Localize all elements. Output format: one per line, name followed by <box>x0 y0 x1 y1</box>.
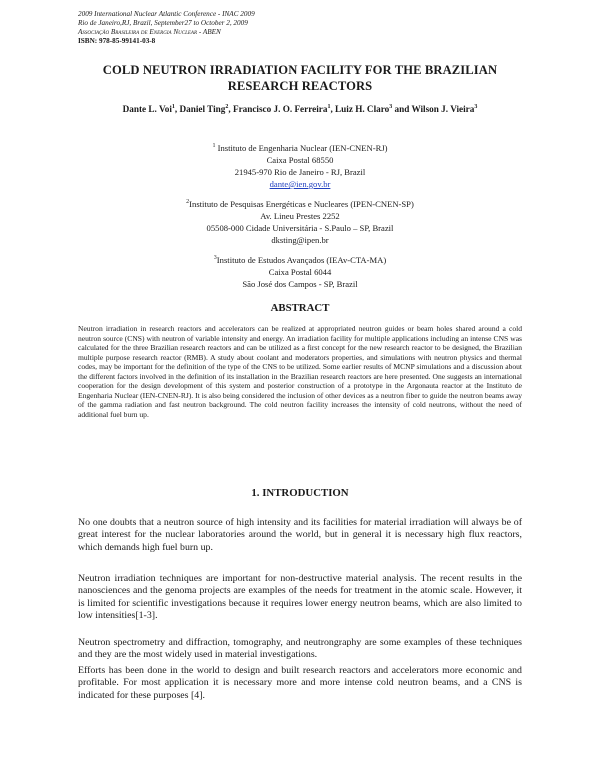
author-separator: , <box>330 104 336 114</box>
paper-title-line-2: RESEARCH REACTORS <box>227 79 373 93</box>
affiliation-address: Caixa Postal 68550 <box>266 155 334 165</box>
author-name: Francisco J. O. Ferreira <box>232 104 328 114</box>
affiliation-city: 21945-970 Rio de Janeiro - RJ, Brazil <box>234 167 366 177</box>
author-name: Luiz H. Claro <box>335 104 390 114</box>
affiliation-city: São José dos Campos - SP, Brazil <box>242 279 358 289</box>
affiliation-email-link[interactable]: dante@ien.gov.br <box>269 179 331 189</box>
affiliation-mark: 2 <box>186 199 190 206</box>
isbn-label: ISBN: <box>78 37 98 45</box>
author-name: Wilson J. Vieira <box>411 104 475 114</box>
abstract-heading: ABSTRACT <box>270 302 330 314</box>
author-affiliation-mark: 3 <box>474 103 478 110</box>
affiliation-city: 05508-000 Cidade Universitária - S.Paulo – SP, Brazil <box>206 223 394 233</box>
conference-organizer: Associação Brasileira de Energia Nuclear - ABEN <box>78 28 221 36</box>
author-name: Daniel Ting <box>179 104 226 114</box>
affiliation-address: Av. Lineu Prestes 2252 <box>260 211 340 221</box>
author-affiliation-mark: 1 <box>171 103 175 110</box>
affiliation-mark: 1 <box>212 143 216 150</box>
author-separator: and <box>392 104 412 114</box>
affiliation-name: $^3$Instituto de Estudos Avançados (IEAv-CTA-MA) <box>213 255 387 265</box>
affiliation-3 <box>100 254 500 290</box>
conference-location-dates: Rio de Janeiro,RJ, Brazil, September27 to October 2, 2009 <box>78 19 248 27</box>
affiliation-name: $^2$Instituto de Pesquisas Energéticas e Nucleares (IPEN-CNEN-SP) <box>186 199 414 209</box>
affiliation-2 <box>100 198 500 246</box>
body-paragraph: Neutron irradiation techniques are important for non-destructive material analysis. The recent results in the nanosciences and the genoma projects are examples of the needs for treatment in the atomic scale. However, it is limited for scientific investigations because it requires lower energy neutron beams, which are also limited to low intensities[1-3]. <box>78 573 522 622</box>
conference-name: 2009 International Nuclear Atlantic Conference - INAC 2009 <box>78 10 255 18</box>
author-affiliation-mark: 2 <box>225 103 229 110</box>
conference-header <box>78 10 255 46</box>
affiliation-address: Caixa Postal 6044 <box>268 267 332 277</box>
author-affiliation-mark: 3 <box>389 103 393 110</box>
author-separator: , <box>174 104 180 114</box>
paper-title <box>60 62 540 94</box>
body-paragraph: No one doubts that a neutron source of high intensity and its facilities for material irradiation will always be of great interest for the nuclear laboratories around the world, but in general it is necessary high flux reactors, which demands high fuel burn up. <box>78 517 522 553</box>
author-affiliation-mark: 1 <box>327 103 331 110</box>
body-paragraph: Efforts has been done in the world to design and built research reactors and accelerators more economic and profitable. For most application it is necessary more and more intense cold neutron beams, and a CNS is indicated for these purposes [4]. <box>78 665 522 701</box>
isbn-value: 978-85-99141-03-8 <box>98 37 156 45</box>
isbn-line <box>78 37 255 46</box>
paper-title-line-1: COLD NEUTRON IRRADIATION FACILITY FOR THE BRAZILIAN <box>102 63 498 77</box>
body-paragraph: Neutron spectrometry and diffraction, tomography, and neutrongraphy are some examples of these techniques and they are the most widely used in material investigations. <box>78 637 522 661</box>
affiliation-email: dksting@ipen.br <box>271 235 329 245</box>
author-separator: , <box>228 104 233 114</box>
abstract-body: Neutron irradiation in research reactors and accelerators can be realized at appropriated neutron guides or beam holes shared around a cold neutron source (CNS) with neutron of variable intensity and energy. An irradiation facility for multiple applications including an intense CNS was calculated for the three Brazilian research reactors and can be utilized as a first concept for the new research reactor to be designed, the Brazilian multiple purpose research reactor (RMB). A study about coolant and moderators properties, and simulations with neutron physics and thermal codes, may be important for the definition of the type of the CNS to be utilized. Some earlier results of MCNP simulations and a discussion about the different factors involved in the definition of its installation in the Brazilian research reactors are here presented. One suggests an international cooperation for the design development of this system and posterior construction of a prototype in the Argonauta reactor at the Instituto de Engenharia Nuclear (IEN-CNEN-RJ). It is also being considered the inclusion of other devices as a neutron fiber to guide the neutron beams away of the gamma radiation and fast neutron background. The cold neutron facility increases the intensity of cold neutrons, without the need of additional fuel burn up. <box>78 324 522 419</box>
affiliation-mark: 3 <box>213 255 217 262</box>
section-heading-introduction: 1. INTRODUCTION <box>251 487 349 499</box>
author-name: Dante L. Voi <box>122 104 172 114</box>
affiliation-1 <box>100 142 500 190</box>
affiliation-name: $^1$ Instituto de Engenharia Nuclear (IEN-CNEN-RJ) <box>212 143 388 153</box>
author-list <box>40 103 560 115</box>
